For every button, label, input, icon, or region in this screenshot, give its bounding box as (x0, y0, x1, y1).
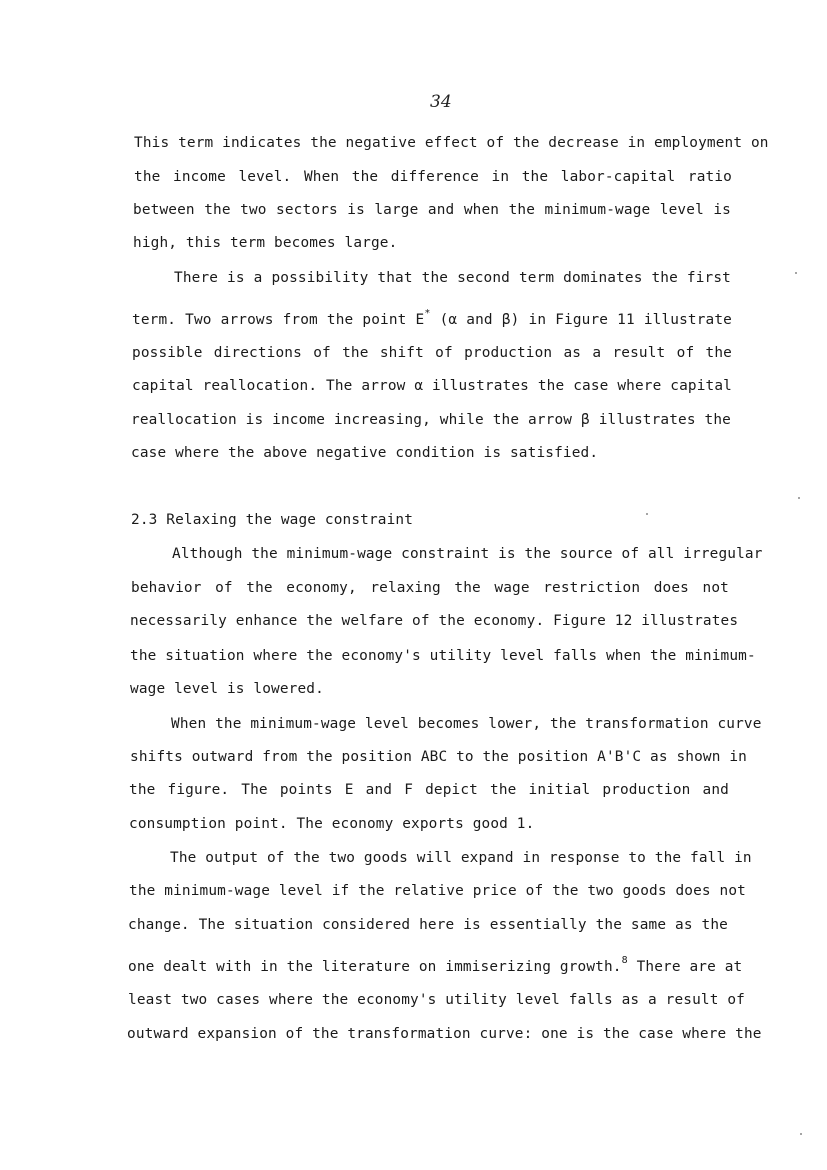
text-line: behavior of the economy, relaxing the wage restriction does not (131, 580, 729, 596)
text-line: the figure. The points E and F depict the initial production and (129, 782, 729, 798)
text-line: This term indicates the negative effect of the decrease in employment on (134, 135, 769, 151)
text-line: between the two sectors is large and when the minimum-wage level is (133, 202, 731, 218)
text-line: outward expansion of the transformation curve: one is the case where the (127, 1026, 762, 1042)
text-line: When the minimum-wage level becomes lower, the transformation curve (171, 716, 762, 732)
text-line: necessarily enhance the welfare of the economy. Figure 12 illustrates (130, 613, 739, 629)
text-line: There is a possibility that the second term dominates the first (174, 270, 731, 286)
text-line: Although the minimum-wage constraint is the source of all irregular (172, 546, 763, 562)
text-segment: (α and β) in Figure 11 illustrate (430, 312, 732, 328)
text-line: case where the above negative condition is satisfied. (131, 445, 599, 461)
text-line: wage level is lowered. (130, 681, 324, 697)
scan-speck (798, 497, 800, 499)
text-line: The output of the two goods will expand in response to the fall in (170, 850, 752, 866)
text-line: high, this term becomes large. (133, 235, 398, 251)
text-line: shifts outward from the position ABC to the position A'B'C as shown in (130, 749, 747, 765)
superscript-star: * (424, 308, 431, 319)
section-heading: 2.3 Relaxing the wage constraint (131, 512, 414, 528)
text-line: possible directions of the shift of production as a result of the (132, 345, 732, 361)
text-line: the minimum-wage level if the relative price of the two goods does not (129, 883, 746, 899)
text-line (128, 955, 743, 975)
text-line: capital reallocation. The arrow α illustrates the case where capital (132, 378, 732, 394)
scan-speck (795, 272, 797, 274)
text-segment: one dealt with in the literature on immiserizing growth. (128, 959, 622, 975)
text-line: the situation where the economy's utility level falls when the minimum- (130, 648, 756, 664)
text-line: the income level. When the difference in the labor-capital ratio (134, 169, 732, 185)
scan-speck (800, 1133, 802, 1135)
text-segment: term. Two arrows from the point E (132, 312, 425, 328)
scan-speck (646, 513, 648, 515)
text-line: least two cases where the economy's utility level falls as a result of (128, 992, 745, 1008)
text-line: reallocation is income increasing, while the arrow β illustrates the (131, 412, 731, 428)
text-line: consumption point. The economy exports good 1. (129, 816, 535, 832)
footnote-marker: 8 (621, 955, 628, 966)
text-line (132, 308, 732, 328)
text-line: change. The situation considered here is essentially the same as the (128, 917, 728, 933)
text-segment: There are at (627, 959, 743, 975)
page-number: 34 (430, 92, 452, 112)
